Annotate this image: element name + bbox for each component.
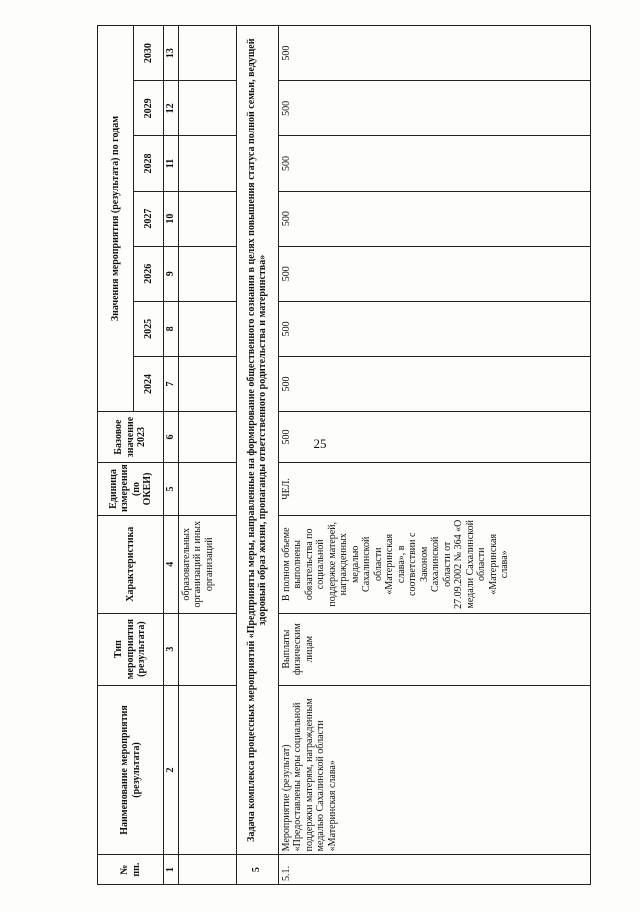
row-value: 500 [278, 26, 590, 81]
header-unit: Единица измерения (по ОКЕИ) [98, 462, 164, 515]
col-number: 13 [164, 26, 179, 81]
rotated-table-container [97, 25, 637, 885]
col-number: 10 [164, 191, 179, 246]
col-number: 6 [164, 412, 179, 463]
row-num: 5.1. [278, 855, 590, 885]
col-number: 12 [164, 81, 179, 136]
row-type: Выплаты физическим лицам [278, 613, 590, 685]
column-numbers-row [164, 26, 179, 885]
header-values-by-year: Значения мероприятия (результата) по годам [98, 26, 134, 412]
row-unit: ЧЕЛ. [278, 462, 590, 515]
header-base: Базовое значение 2023 [98, 412, 164, 463]
row-value: 500 [278, 191, 590, 246]
col-number: 2 [164, 685, 179, 855]
table-row [278, 26, 590, 885]
row-base: 500 [278, 412, 590, 463]
col-number: 9 [164, 246, 179, 301]
header-year: 2025 [134, 301, 164, 356]
row-value: 500 [278, 81, 590, 136]
col-number: 8 [164, 301, 179, 356]
header-type: Тип мероприятия (результата) [98, 613, 164, 685]
row-value: 500 [278, 246, 590, 301]
header-name: Наименование мероприятия (результата) [98, 685, 164, 855]
header-num: № пп. [98, 855, 164, 885]
header-year: 2029 [134, 81, 164, 136]
col-number: 5 [164, 462, 179, 515]
header-year: 2027 [134, 191, 164, 246]
page-number: 25 [313, 436, 327, 451]
row-value: 500 [278, 301, 590, 356]
header-characteristic: Характеристика [98, 516, 164, 614]
col-number: 4 [164, 516, 179, 614]
continued-row [178, 26, 236, 885]
row-value: 500 [278, 136, 590, 191]
col-number: 3 [164, 613, 179, 685]
header-year: 2026 [134, 246, 164, 301]
task-num: 5 [236, 855, 278, 885]
col-number: 11 [164, 136, 179, 191]
col-number: 1 [164, 855, 179, 885]
row-characteristic: В полном объеме выполнены обязательства по социальной поддержке матерей, награжденных медалью Сахалинской области «Материнская слава», в соответствии с Законом Сахалинской области от 27.09.2002 № 364 «О медали Сахалинской области «Материнская слава» [278, 516, 590, 614]
continued-characteristic: образовательных организаций и иных организаций [178, 516, 236, 614]
header-year: 2024 [134, 356, 164, 411]
task-text: Задача комплекса процессных мероприятий «Предприняты меры, направленные на формирование общественного сознания в целях повышения статуса полной семьи, ведущей здоровый образ жизни, пропаганды ответственного родительства и материнства» [236, 26, 278, 855]
header-year: 2030 [134, 26, 164, 81]
measures-table [97, 25, 591, 885]
task-row [236, 26, 278, 885]
header-year: 2028 [134, 136, 164, 191]
col-number: 7 [164, 356, 179, 411]
row-name: Мероприятие (результат) «Предоставлены меры социальной поддержки матерям, награжденным медалью Сахалинской области «Материнская слава» [278, 685, 590, 855]
row-value: 500 [278, 356, 590, 411]
